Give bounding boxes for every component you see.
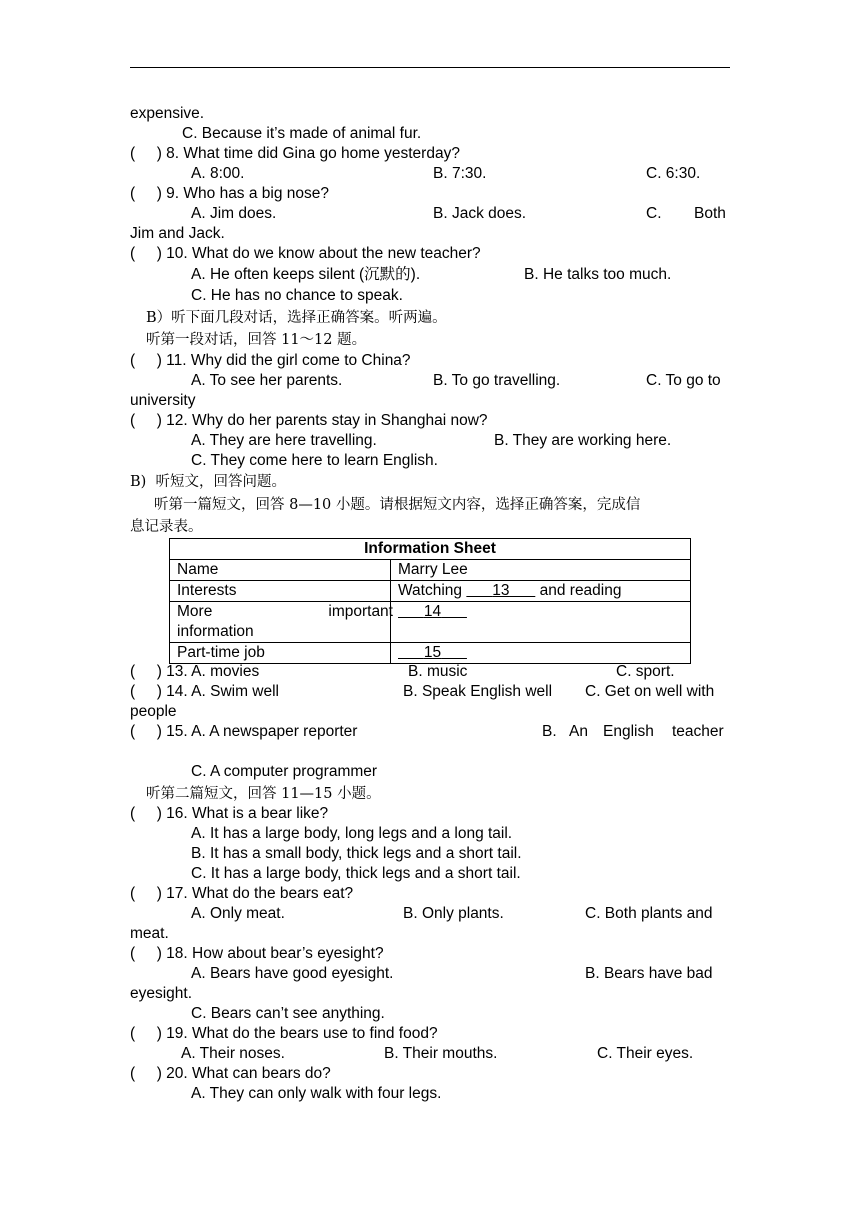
information-sheet-table	[169, 538, 691, 664]
label-line: information	[177, 623, 254, 640]
option-a: A. He often keeps silent (沉默的).	[191, 266, 421, 283]
blank-number: 15	[423, 644, 442, 661]
label-word: More	[177, 603, 213, 620]
table-row	[170, 560, 691, 581]
option-a: A. Their noses.	[181, 1045, 285, 1062]
answer-blank	[398, 643, 467, 663]
section-instruction: 听第一段对话，回答 11～12 题。	[146, 332, 367, 348]
option-c-wrap: people	[130, 703, 177, 720]
option-c: C. Both plants and	[585, 905, 713, 922]
text-line: expensive.	[130, 105, 205, 122]
table-cell: Name	[170, 560, 391, 581]
option-b-word: teacher	[672, 723, 724, 740]
table-cell	[391, 602, 691, 643]
option-a: A. It has a large body, long legs and a long tail.	[191, 825, 513, 842]
option-b: B. Jack does.	[433, 205, 527, 222]
question-18: ( ) 18. How about bear’s eyesight?	[130, 945, 384, 962]
answer-blank	[466, 581, 535, 601]
label-word: important	[328, 603, 393, 620]
table-cell: Part-time job	[170, 643, 391, 664]
table-row	[170, 539, 691, 560]
option-a: A. Jim does.	[191, 205, 277, 222]
option-a: A. They are here travelling.	[191, 432, 377, 449]
option-c: C. He has no chance to speak.	[191, 287, 403, 304]
option-a: A. Only meat.	[191, 905, 285, 922]
option-b-word: An	[569, 723, 588, 740]
option-b: B. He talks too much.	[524, 266, 672, 283]
question-16: ( ) 16. What is a bear like?	[130, 805, 329, 822]
question-10: ( ) 10. What do we know about the new teacher?	[130, 245, 481, 262]
option-c: C. Because it’s made of animal fur.	[182, 125, 422, 142]
option-b: B. They are working here.	[494, 432, 672, 449]
option-b-word: English	[603, 723, 654, 740]
option-c-wrap: university	[130, 392, 196, 409]
table-row	[170, 581, 691, 602]
option-b: B. Speak English well	[403, 683, 553, 700]
option-a: A. Bears have good eyesight.	[191, 965, 394, 982]
blank-number: 14	[423, 603, 442, 620]
question-20: ( ) 20. What can bears do?	[130, 1065, 331, 1082]
option-c: C. They come here to learn English.	[191, 452, 438, 469]
question-11: ( ) 11. Why did the girl come to China?	[130, 352, 411, 369]
question-8: ( ) 8. What time did Gina go home yesterday?	[130, 145, 460, 162]
table-cell: Marry Lee	[391, 560, 691, 581]
option-b: B. It has a small body, thick legs and a short tail.	[191, 845, 522, 862]
option-c-text: Both	[694, 205, 726, 222]
table-title: Information Sheet	[170, 539, 691, 560]
question-15: ( ) 15. A. A newspaper reporter	[130, 723, 358, 740]
option-c: C. 6:30.	[646, 165, 701, 182]
section-instruction-wrap: 息记录表。	[130, 519, 203, 535]
option-c: C. To go to	[646, 372, 721, 389]
option-b: B. 7:30.	[433, 165, 487, 182]
table-cell	[391, 643, 691, 664]
interests-suffix: and reading	[539, 582, 622, 599]
table-row	[170, 602, 691, 643]
option-c-wrap: Jim and Jack.	[130, 225, 225, 242]
table-cell	[170, 602, 391, 643]
option-a: A. 8:00.	[191, 165, 245, 182]
question-14: ( ) 14. A. Swim well	[130, 683, 280, 700]
option-c: C.	[646, 205, 662, 222]
label-line	[177, 602, 393, 622]
option-c-wrap: meat.	[130, 925, 169, 942]
option-c: C. Their eyes.	[597, 1045, 694, 1062]
question-9: ( ) 9. Who has a big nose?	[130, 185, 330, 202]
option-b: B. Their mouths.	[384, 1045, 498, 1062]
section-heading: B）听下面几段对话，选择正确答案。听两遍。	[146, 310, 447, 326]
option-b: B. music	[408, 663, 468, 680]
question-17: ( ) 17. What do the bears eat?	[130, 885, 354, 902]
blank-number: 13	[492, 582, 510, 599]
option-c: C. sport.	[616, 663, 675, 680]
option-c: C. It has a large body, thick legs and a short tail.	[191, 865, 521, 882]
option-a: A. To see her parents.	[191, 372, 343, 389]
option-c: C. A computer programmer	[191, 763, 378, 780]
section-heading: B) 听短文，回答问题。	[130, 474, 287, 490]
option-b: B. Bears have bad	[585, 965, 713, 982]
option-b: B.	[542, 723, 557, 740]
interests-prefix: Watching	[398, 582, 463, 599]
option-b-wrap: eyesight.	[130, 985, 193, 1002]
answer-blank	[398, 602, 467, 622]
option-c: C. Get on well with	[585, 683, 715, 700]
question-13: ( ) 13. A. movies	[130, 663, 260, 680]
table-cell: Interests	[170, 581, 391, 602]
table-row	[170, 643, 691, 664]
question-19: ( ) 19. What do the bears use to find food?	[130, 1025, 438, 1042]
header-rule	[130, 67, 730, 68]
option-b: B. Only plants.	[403, 905, 504, 922]
option-b: B. To go travelling.	[433, 372, 561, 389]
question-12: ( ) 12. Why do her parents stay in Shanghai now?	[130, 412, 488, 429]
table-cell	[391, 581, 691, 602]
section-instruction: 听第二篇短文，回答 11—15 小题。	[146, 786, 381, 802]
section-instruction: 听第一篇短文，回答 8—10 小题。请根据短文内容，选择正确答案，完成信	[154, 497, 641, 513]
option-c: C. Bears can’t see anything.	[191, 1005, 385, 1022]
option-a: A. They can only walk with four legs.	[191, 1085, 442, 1102]
